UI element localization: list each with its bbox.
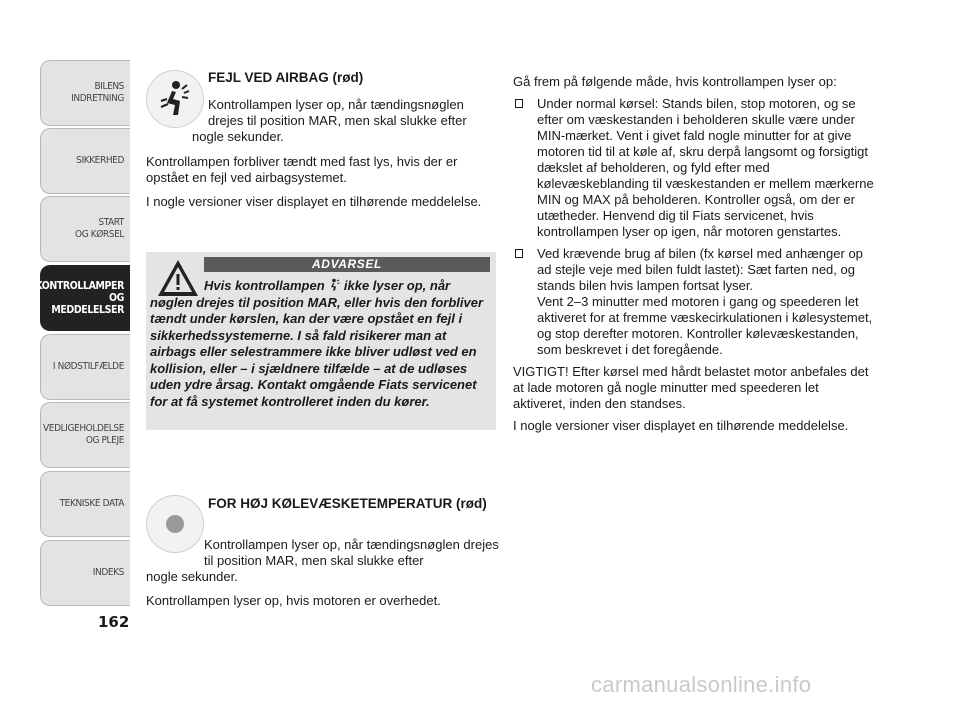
procedure-intro: Gå frem på følgende måde, hvis kontrollampen lyser op: [513, 74, 837, 89]
warning-text [150, 278, 494, 410]
tab-label: KONTROLLAMPER OG MEDDELELSER [35, 280, 124, 316]
airbag-text: Kontrollampen lyser op, når tændingsnøglen drejes til position MAR, men skal slukke efter [208, 97, 467, 128]
coolant-title: FOR HØJ KØLEVÆSKETEMPERATUR (rød) [208, 496, 487, 511]
warning-text-start: Hvis kontrollampen [204, 278, 325, 293]
airbag-small-icon [328, 278, 344, 293]
tab-indeks[interactable] [40, 540, 130, 606]
list-item [513, 96, 875, 240]
coolant-temperature-icon [146, 495, 204, 553]
tab-label: SIKKERHED [76, 155, 124, 166]
tab-label: TEKNISKE DATA [59, 498, 124, 509]
airbag-paragraph-fault: Kontrollampen forbliver tændt med fast lys, hvis der er opstået en fejl ved airbagsystemet. [146, 154, 458, 185]
tab-tekniske-data[interactable] [40, 471, 130, 537]
tab-label: START OG KØRSEL [75, 217, 124, 240]
display-note: I nogle versioner viser displayet en tilhørende meddelelse. [513, 418, 849, 433]
airbag-paragraph-display: I nogle versioner viser displayet en tilhørende meddelelse. [146, 194, 482, 209]
tab-sikkerhed[interactable] [40, 128, 130, 194]
tab-label: BILENS INDRETNING [71, 81, 124, 104]
warning-text-rest: ikke lyser op, når nøglen drejes til position MAR, eller hvis den forbliver tændt under kørslen, kan der være opstået en fejl i sikkerhedssystemerne. I så fald risikerer man at airbags eller selestrammere ikke bliver udløst ved en kollision, eller – i sjældnere tilfælde – at de udløses uden ydre årsag. Kontakt omgående Fiats servicenet for at få systemet kontrolleret inden du kører. [150, 278, 483, 409]
watermark: carmanualsonline.info [591, 672, 812, 697]
coolant-text: Kontrollampen lyser op, når tændingsnøglen drejes til position MAR, men skal slukke efter [204, 537, 499, 568]
tab-bilens-indretning[interactable] [40, 60, 130, 126]
tab-kontrollamper-og-meddelelser[interactable] [35, 265, 130, 331]
warning-label: ADVARSEL [204, 257, 490, 272]
tab-label: INDEKS [92, 567, 124, 578]
coolant-text-end: nogle sekunder. [146, 569, 238, 584]
tab-vedligeholdelse-og-pleje[interactable] [40, 402, 130, 468]
list-item-text: Ved krævende brug af bilen (fx kørsel med anhænger op ad stejle veje med bilen fuldt lastet): Sæt farten ned, og stands bilen hvis lampen fortsat lyser. [537, 246, 863, 293]
right-column [513, 74, 875, 440]
tab-label: VEDLIGEHOLDELSE OG PLEJE [43, 423, 124, 446]
checkbox-bullet-icon [515, 249, 523, 258]
list-item [513, 246, 875, 358]
tab-label: I NØDSTILFÆLDE [52, 361, 124, 372]
airbag-title: FEJL VED AIRBAG (rød) [208, 70, 364, 85]
list-item-text: Under normal kørsel: Stands bilen, stop motoren, og se efter om væskestanden i beholderen skulle være under MIN-mærket. Vent i givet fald nogle minutter for at give motoren tid til at køle af, skru derpå langsomt og forsigtigt dækslet af beholderen, og fyld efter med kølevæskeblanding til væskestanden er mellem mærkerne MIN og MAX på beholderen. Kontroller også, om der er utætheder. Henvend dig til Fiats servicenet, hvis kontrollampen lyser op igen, når motoren genstartes. [537, 96, 874, 239]
tab-start-og-korsel[interactable] [40, 196, 130, 262]
important-note: VIGTIGT! Efter kørsel med hårdt belastet motor anbefales det at lade motoren gå nogle minutter med speederen let aktiveret, inden den standses. [513, 364, 869, 411]
coolant-paragraph-overheat: Kontrollampen lyser op, hvis motoren er overhedet. [146, 593, 441, 608]
warning-box [146, 252, 496, 430]
list-item-text-continued: Vent 2–3 minutter med motoren i gang og speederen let aktiveret for at fremme væskecirkulationen i kølesystemet, og stop derefter motoren. Kontroller kølevæskestanden, som beskrevet i det foregående. [537, 294, 873, 357]
checkbox-bullet-icon [515, 99, 523, 108]
airbag-text-end: nogle sekunder. [192, 129, 284, 144]
tab-i-nodstilfaelde[interactable] [40, 334, 130, 400]
airbag-warning-icon [146, 70, 204, 128]
page-number: 162 [98, 613, 130, 631]
